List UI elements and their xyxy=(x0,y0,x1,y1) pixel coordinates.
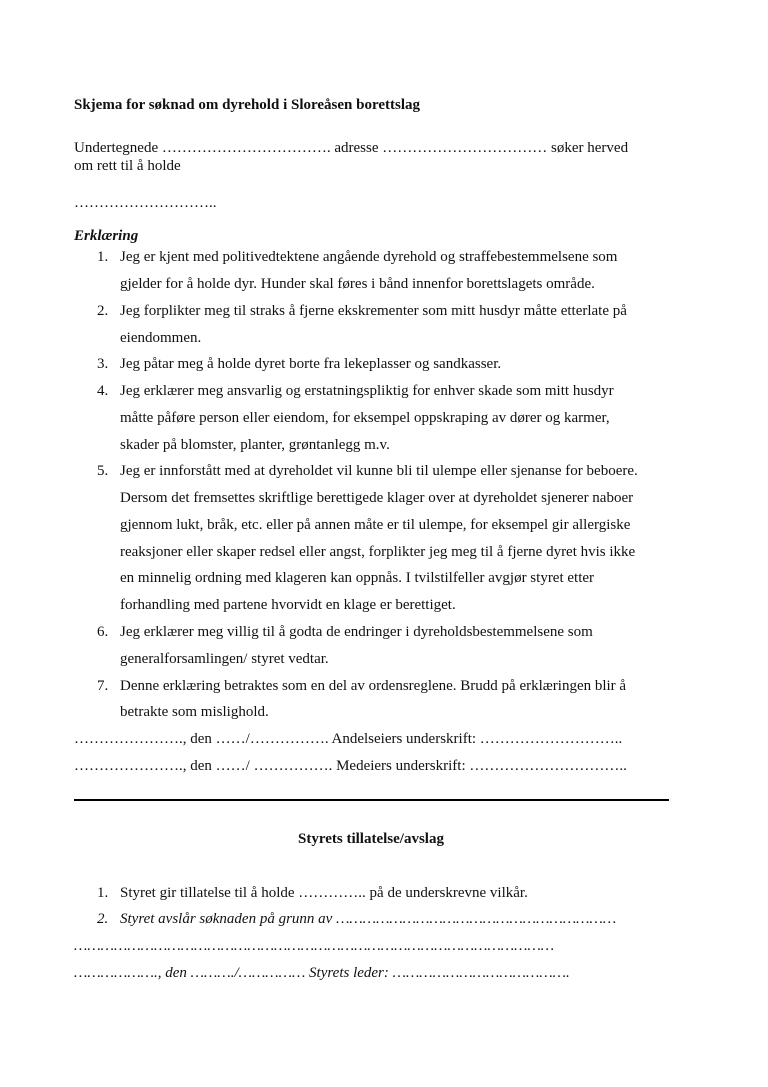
declaration-item-line: Jeg erklærer meg villig til å godta de endringer i dyreholdsbestemmelsene som xyxy=(120,624,593,640)
owner-signature-line: …………………., den ……/……………. Andelseiers underskrift: ……………………….. xyxy=(74,731,623,747)
declaration-item-line: Dersom det fremsettes skriftlige berettigede klager over at dyreholdet sjenerer naboer xyxy=(120,490,634,506)
board-item-number: 1. xyxy=(97,885,109,901)
declaration-item-line: Denne erklæring betraktes som en del av ordensreglene. Brudd på erklæringen blir å xyxy=(120,678,627,694)
declaration-item-line: Jeg erklærer meg ansvarlig og erstatningspliktig for enhver skade som mitt husdyr xyxy=(120,383,614,399)
declaration-item-number: 2. xyxy=(97,303,109,319)
section-divider xyxy=(74,799,669,801)
declaration-item-number: 4. xyxy=(97,383,109,399)
declaration-item-line: Jeg er kjent med politivedtektene angående dyrehold og straffebestemmelsene som xyxy=(120,249,618,265)
board-reason-dots: ……………………………………………………………………………………………… xyxy=(74,938,555,954)
declaration-item-line: en minnelig ordning med klageren kan oppnås. I tvilstilfeller avgjør styret etter xyxy=(120,570,595,586)
board-leader-signature-line: ………………., den ………./…………… Styrets leder: …………………………………. xyxy=(74,965,570,981)
declaration-item-line: Jeg påtar meg å holde dyret borte fra lekeplasser og sandkasser. xyxy=(120,356,502,372)
declaration-item-number: 5. xyxy=(97,463,109,479)
declaration-item-line: forhandling med partene hvorvidt en klage er berettiget. xyxy=(120,597,456,613)
declaration-item-line: gjennom lukt, bråk, etc. eller på annen måte er til ulempe, for eksempel gir allergiske xyxy=(120,517,631,533)
board-rejection-line: Styret avslår søknaden på grunn av ……………………………………………………… xyxy=(120,911,617,927)
board-item-number: 2. xyxy=(97,911,109,927)
declaration-item-line: skader på blomster, planter, grøntanlegg m.v. xyxy=(120,437,390,453)
board-heading: Styrets tillatelse/avslag xyxy=(298,831,444,847)
intro-line-animal: ……………………….. xyxy=(74,195,217,211)
declaration-item-line: generalforsamlingen/ styret vedtar. xyxy=(120,651,329,667)
declaration-item-number: 7. xyxy=(97,678,109,694)
declaration-heading: Erklæring xyxy=(74,228,139,244)
declaration-item-number: 6. xyxy=(97,624,109,640)
declaration-item-number: 1. xyxy=(97,249,109,265)
declaration-item-line: reaksjoner eller skaper redsel eller angst, forplikter jeg meg til å fjerne dyret hvis ikke xyxy=(120,544,636,560)
coowner-signature-line: …………………., den ……/ ……………. Medeiers underskrift: ………………………….. xyxy=(74,758,627,774)
intro-line-applicant: Undertegnede ……………………………. adresse …………………………… søker herved xyxy=(74,140,629,156)
declaration-item-line: Jeg er innforstått med at dyreholdet vil kunne bli til ulempe eller sjenanse for beboere. xyxy=(120,463,638,479)
declaration-item-number: 3. xyxy=(97,356,109,372)
board-approval-line: Styret gir tillatelse til å holde ………….. på de underskrevne vilkår. xyxy=(120,885,528,901)
form-title: Skjema for søknad om dyrehold i Sloreåsen borettslag xyxy=(74,97,421,113)
declaration-item-line: måtte påføre person eller eiendom, for eksempel oppskraping av dører og karmer, xyxy=(120,410,610,426)
intro-line-holding: om rett til å holde xyxy=(74,158,181,174)
declaration-item-line: gjelder for å holde dyr. Hunder skal føres i bånd innenfor borettslagets område. xyxy=(120,276,595,292)
declaration-item-line: Jeg forplikter meg til straks å fjerne ekskrementer som mitt husdyr måtte etterlate på xyxy=(120,303,627,319)
declaration-item-line: betrakte som mislighold. xyxy=(120,704,269,720)
declaration-item-line: eiendommen. xyxy=(120,330,202,346)
